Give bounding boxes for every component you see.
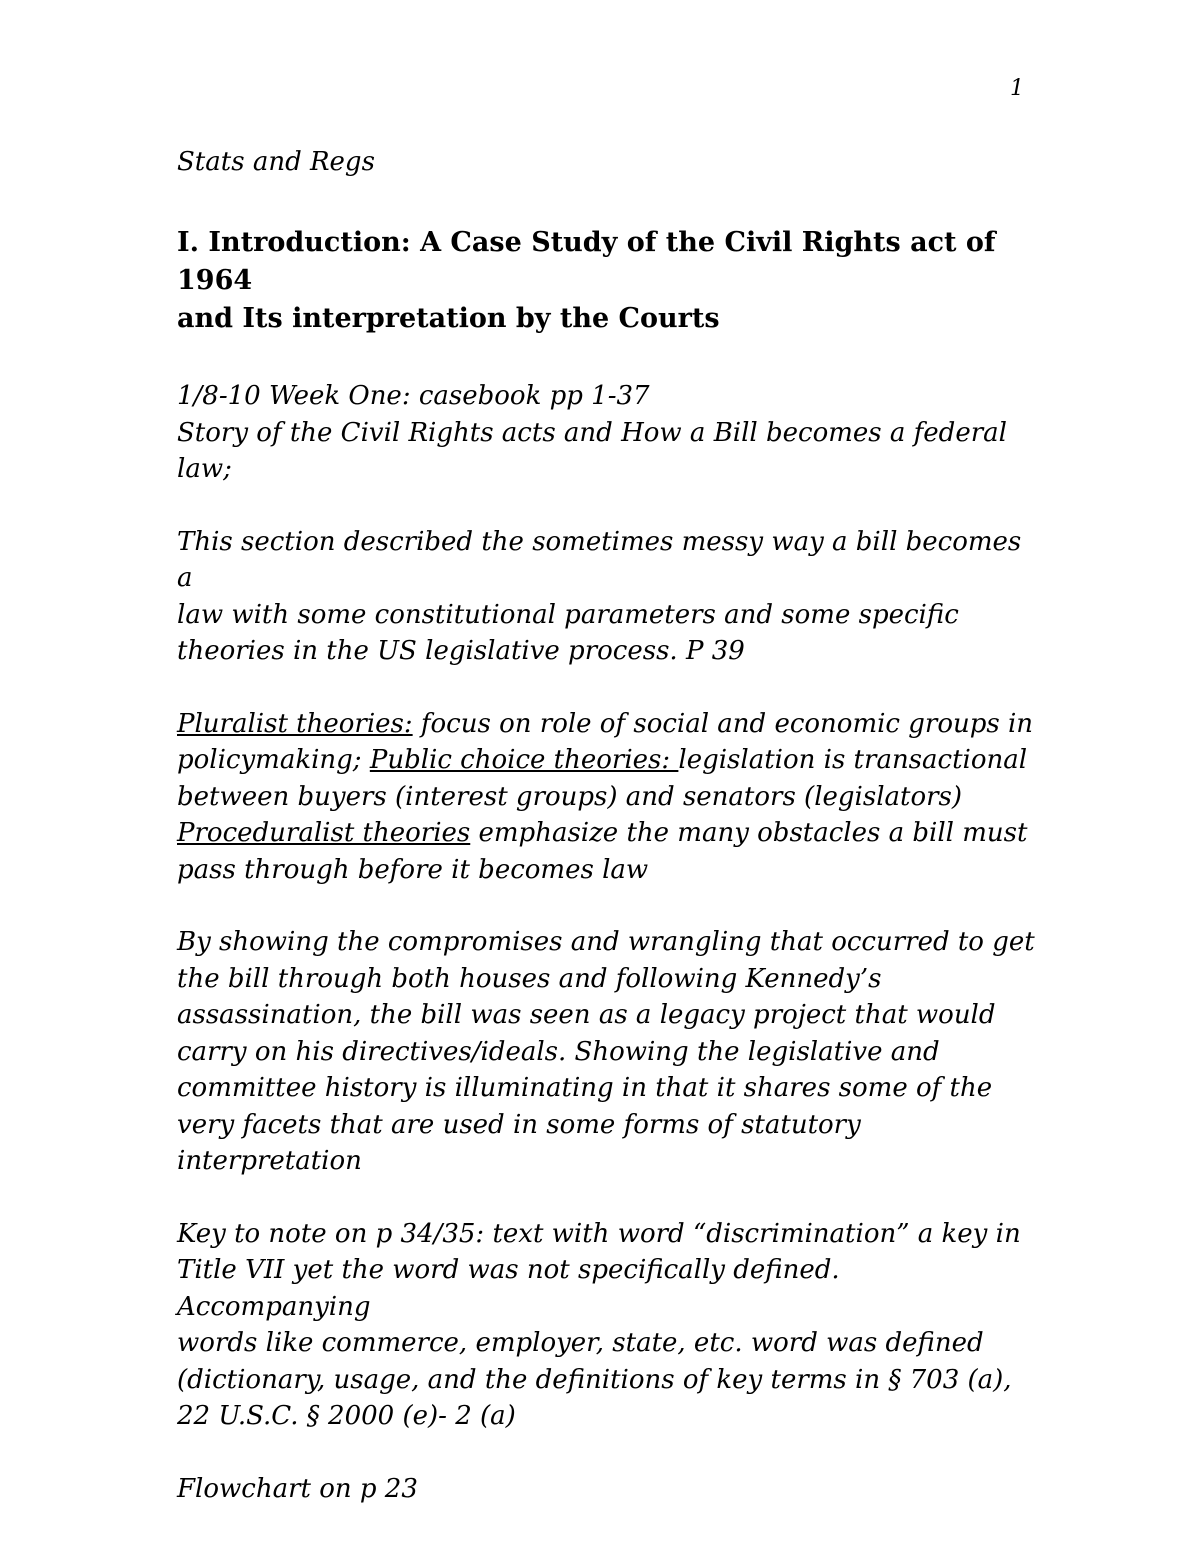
flowchart-reference: Flowchart on p 23	[177, 1473, 418, 1504]
public-choice-theories-text: legislation is transactional	[678, 745, 1028, 775]
week-one-line-1: 1/8-10 Week One: casebook pp 1-37	[177, 381, 650, 411]
theories-paragraph	[177, 706, 1037, 889]
page-body	[177, 142, 1037, 1543]
section-description-line-2: law with some constitutional parameters and some specific	[177, 599, 959, 630]
compromises-line-4: carry on his directives/ideals. Showing the legislative and	[177, 1036, 940, 1067]
policymaking-text: policymaking;	[177, 745, 370, 775]
compromises-line-7: interpretation	[177, 1146, 362, 1176]
section-heading-line-2: and Its interpretation by the Courts	[177, 303, 720, 334]
pluralist-theories-text: focus on role of social and economic groups in	[412, 708, 1034, 739]
theories-line-5: pass through before it becomes law	[177, 854, 649, 885]
section-heading	[177, 224, 1037, 338]
week-one-paragraph	[177, 378, 1037, 488]
compromises-line-5: committee history is illuminating in that it shares some of the	[177, 1073, 993, 1103]
public-choice-theories-term: Public choice theories:	[369, 745, 679, 775]
theories-line-3: between buyers (interest groups) and senators (legislators)	[177, 781, 963, 812]
course-title: Stats and Regs	[177, 147, 375, 177]
key-note-line-2: Title VII yet the word was not specifically defined. Accompanying	[177, 1255, 840, 1322]
compromises-paragraph	[177, 924, 1037, 1180]
page-number: 1	[1010, 76, 1024, 101]
section-description-line-1: This section described the sometimes messy way a bill becomes a	[177, 526, 1022, 593]
theories-line-1	[177, 706, 1037, 743]
proceduralist-theories-term: Proceduralist theories	[177, 818, 471, 848]
compromises-line-6: very facets that are used in some forms of statutory	[177, 1109, 861, 1140]
section-description-paragraph	[177, 524, 1037, 670]
section-heading-line-1: I. Introduction: A Case Study of the Civil Rights act of 1964	[177, 227, 996, 296]
section-description-line-3: theories in the US legislative process. P 39	[177, 636, 745, 666]
proceduralist-theories-text: emphasize the many obstacles a bill must	[470, 818, 1028, 848]
compromises-line-1: By showing the compromises and wrangling that occurred to get	[177, 927, 1035, 957]
key-note-line-5: 22 U.S.C. § 2000 (e)- 2 (a)	[177, 1401, 516, 1431]
pluralist-theories-term: Pluralist theories:	[177, 708, 413, 739]
compromises-line-3: assassination, the bill was seen as a legacy project that would	[177, 1000, 996, 1030]
theories-line-2	[177, 742, 1037, 779]
key-note-line-4: (dictionary, usage, and the definitions of key terms in § 703 (a),	[177, 1364, 1012, 1395]
week-one-line-3: law;	[177, 454, 232, 484]
theories-line-4	[177, 815, 1037, 852]
key-note-paragraph	[177, 1216, 1037, 1435]
compromises-line-2: the bill through both houses and following Kennedy’s	[177, 963, 882, 994]
key-note-line-1: Key to note on p 34/35: text with word “discrimination” a key in	[177, 1218, 1021, 1249]
key-note-line-3: words like commerce, employer, state, etc. word was defined	[177, 1328, 984, 1358]
week-one-line-2: Story of the Civil Rights acts and How a Bill becomes a federal	[177, 417, 1007, 448]
